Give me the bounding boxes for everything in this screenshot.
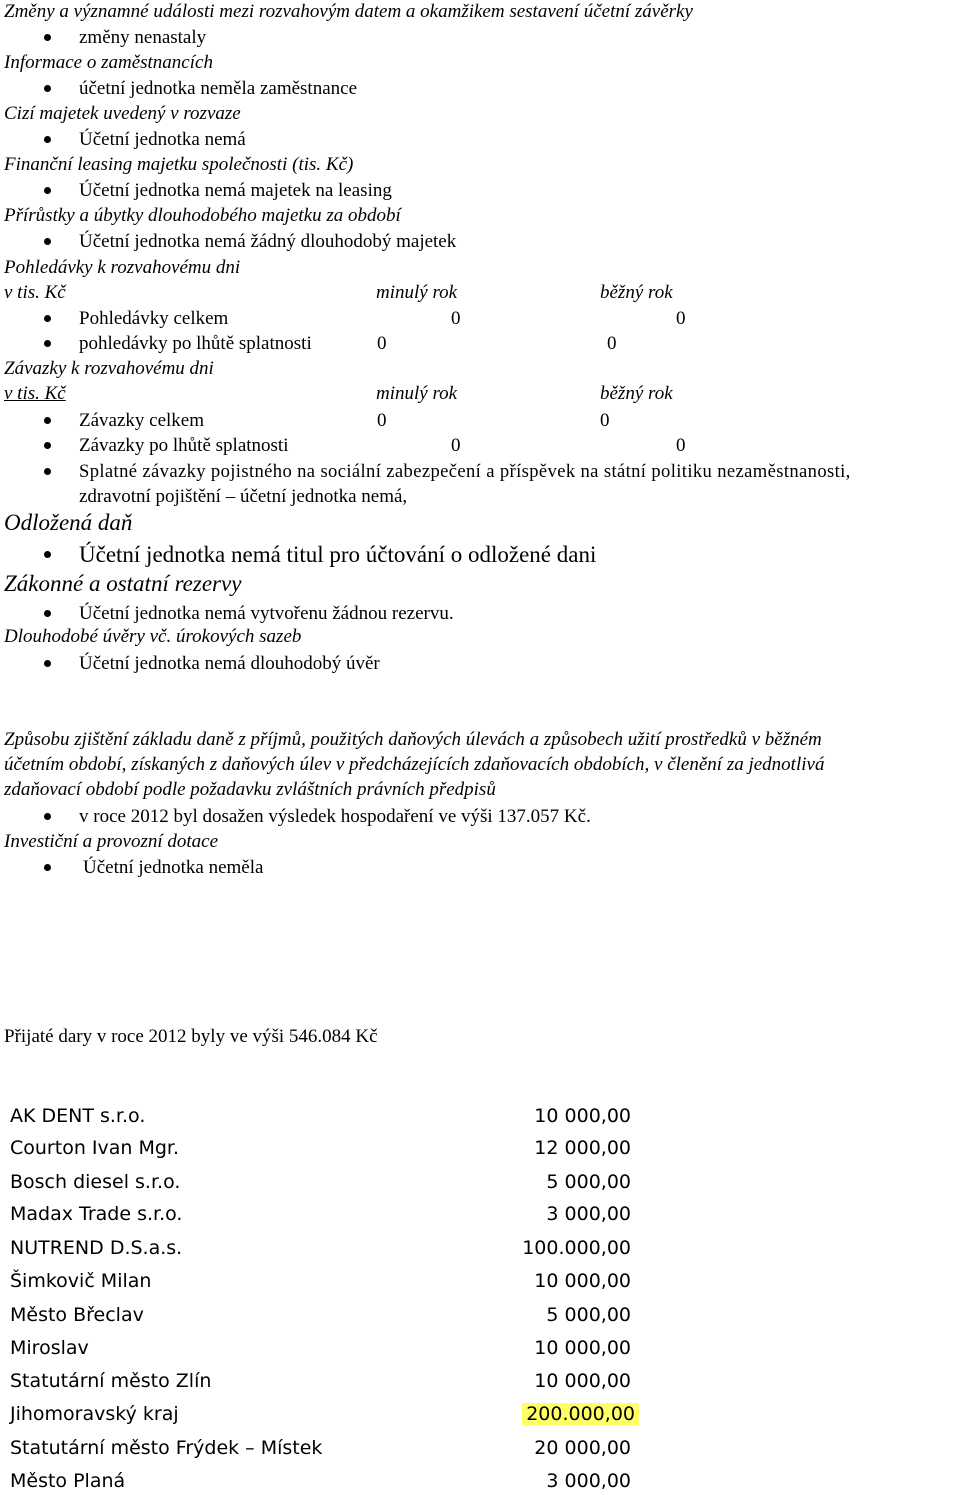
text-result: v roce 2012 byl dosažen výsledek hospodaření ve výši 137.057 Kč. bbox=[79, 806, 591, 827]
heading-leasing: Finanční leasing majetku společnosti (tis. Kč) bbox=[4, 154, 354, 175]
donor-amount: 5 000,00 bbox=[546, 1304, 631, 1326]
donor-name: Město Planá bbox=[10, 1470, 126, 1492]
text-fixed-assets: Účetní jednotka nemá žádný dlouhodobý majetek bbox=[79, 231, 457, 252]
donor-name: AK DENT s.r.o. bbox=[10, 1105, 146, 1127]
receivables-row-curr: 0 bbox=[676, 308, 686, 329]
donor-amount: 20 000,00 bbox=[534, 1437, 631, 1459]
text-leasing: Účetní jednotka nemá majetek na leasing bbox=[79, 180, 392, 201]
bullet-icon bbox=[44, 238, 51, 245]
receivables-row-prev: 0 bbox=[451, 308, 461, 329]
heading-deferred-tax: Odložená daň bbox=[4, 510, 133, 535]
receivables-unit: v tis. Kč bbox=[4, 282, 66, 303]
heading-loans: Dlouhodobé úvěry vč. úrokových sazeb bbox=[4, 626, 302, 647]
bullet-icon bbox=[44, 442, 51, 449]
text-social-line2: zdravotní pojištění – účetní jednotka nemá, bbox=[79, 486, 408, 507]
donor-name: NUTREND D.S.a.s. bbox=[10, 1237, 183, 1259]
liabilities-col-curr: běžný rok bbox=[600, 383, 673, 404]
text-events: změny nenastaly bbox=[79, 27, 207, 48]
text-social-line1: Splatné závazky pojistného na sociální zabezpečení a příspěvek na státní politiku nezaměstnanosti, bbox=[79, 461, 851, 482]
liabilities-unit: v tis. Kč bbox=[4, 383, 66, 404]
bullet-icon bbox=[44, 864, 51, 871]
receivables-row-curr: 0 bbox=[607, 333, 617, 354]
donor-name: Statutární město Frýdek – Místek bbox=[10, 1437, 323, 1459]
donor-amount: 10 000,00 bbox=[534, 1370, 631, 1392]
text-employees: účetní jednotka neměla zaměstnance bbox=[79, 78, 358, 99]
receivables-col-prev: minulý rok bbox=[376, 282, 458, 303]
donor-name: Statutární město Zlín bbox=[10, 1370, 212, 1392]
bullet-icon bbox=[44, 187, 51, 194]
heading-subsidies: Investiční a provozní dotace bbox=[4, 831, 219, 852]
donor-name: Šimkovič Milan bbox=[10, 1270, 152, 1292]
text-deferred-tax: Účetní jednotka nemá titul pro účtování o odložené dani bbox=[79, 542, 597, 567]
bullet-icon bbox=[44, 610, 51, 617]
heading-employees: Informace o zaměstnancích bbox=[4, 52, 213, 73]
liabilities-row-label: Závazky celkem bbox=[79, 410, 205, 431]
donor-amount: 3 000,00 bbox=[546, 1470, 631, 1492]
bullet-icon bbox=[44, 813, 51, 820]
donor-amount: 12 000,00 bbox=[534, 1137, 631, 1159]
heading-reserves: Zákonné a ostatní rezervy bbox=[4, 571, 242, 596]
liabilities-row-curr: 0 bbox=[600, 410, 610, 431]
tax-paragraph-line: Způsobu zjištění základu daně z příjmů, použitých daňových úlevách a způsobech užití prostředků v běžném bbox=[4, 729, 822, 750]
donor-amount-highlighted bbox=[470, 1402, 639, 1426]
donor-name: Město Břeclav bbox=[10, 1304, 144, 1326]
tax-paragraph-line: účetním období, získaných z daňových úlev v předcházejících zdaňovacích obdobích, v členění za jednotlivá bbox=[4, 754, 825, 775]
bullet-icon bbox=[44, 85, 51, 92]
heading-events: Změny a významné události mezi rozvahovým datem a okamžikem sestavení účetní závěrky bbox=[4, 1, 693, 22]
donor-amount: 100.000,00 bbox=[522, 1237, 631, 1259]
bullet-icon bbox=[44, 417, 51, 424]
heading-receivables: Pohledávky k rozvahovému dni bbox=[4, 257, 241, 278]
heading-fixed-assets: Přírůstky a úbytky dlouhodobého majetku za období bbox=[4, 205, 401, 226]
donor-name: Miroslav bbox=[10, 1337, 89, 1359]
donor-amount: 3 000,00 bbox=[546, 1203, 631, 1225]
heading-liabilities: Závazky k rozvahovému dni bbox=[4, 358, 214, 379]
donor-name: Courton Ivan Mgr. bbox=[10, 1137, 180, 1159]
donor-name: Bosch diesel s.r.o. bbox=[10, 1171, 181, 1193]
bullet-icon bbox=[44, 136, 51, 143]
donor-amount: 10 000,00 bbox=[534, 1270, 631, 1292]
bullet-icon bbox=[44, 315, 51, 322]
donor-amount: 5 000,00 bbox=[546, 1171, 631, 1193]
receivables-row-label: Pohledávky celkem bbox=[79, 308, 229, 329]
donor-amount: 10 000,00 bbox=[534, 1105, 631, 1127]
liabilities-row-label: Závazky po lhůtě splatnosti bbox=[79, 435, 289, 456]
bullet-icon bbox=[44, 468, 51, 475]
tax-paragraph-line: zdaňovací období podle požadavku zvláštních právních předpisů bbox=[4, 779, 496, 800]
receivables-row-label: pohledávky po lhůtě splatnosti bbox=[79, 333, 312, 354]
bullet-icon bbox=[44, 340, 51, 347]
receivables-col-curr: běžný rok bbox=[600, 282, 673, 303]
text-foreign-assets: Účetní jednotka nemá bbox=[79, 129, 246, 150]
donor-name: Madax Trade s.r.o. bbox=[10, 1203, 183, 1225]
heading-foreign-assets: Cizí majetek uvedený v rozvaze bbox=[4, 103, 241, 124]
donor-name: Jihomoravský kraj bbox=[10, 1403, 179, 1425]
receivables-row-prev: 0 bbox=[377, 333, 387, 354]
donor-amount: 10 000,00 bbox=[534, 1337, 631, 1359]
bullet-icon bbox=[44, 34, 51, 41]
liabilities-row-prev: 0 bbox=[377, 410, 387, 431]
liabilities-row-prev: 0 bbox=[451, 435, 461, 456]
text-subsidies: Účetní jednotka neměla bbox=[83, 857, 264, 878]
liabilities-col-prev: minulý rok bbox=[376, 383, 458, 404]
donations-intro: Přijaté dary v roce 2012 byly ve výši 546.084 Kč bbox=[4, 1026, 378, 1047]
liabilities-row-curr: 0 bbox=[676, 435, 686, 456]
bullet-icon bbox=[44, 660, 51, 667]
text-loans: Účetní jednotka nemá dlouhodobý úvěr bbox=[79, 653, 380, 674]
text-reserves: Účetní jednotka nemá vytvořenu žádnou rezervu. bbox=[79, 603, 454, 624]
bullet-icon bbox=[44, 551, 51, 558]
highlighted-amount: 200.000,00 bbox=[522, 1403, 639, 1425]
